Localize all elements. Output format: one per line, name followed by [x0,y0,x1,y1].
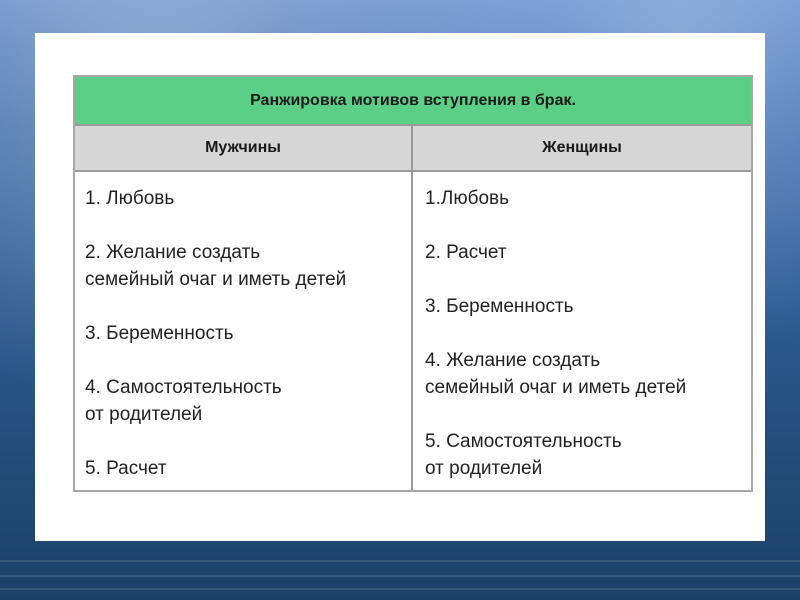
women-motives-list [413,172,751,490]
table-title: Ранжировка мотивов вступления в брак. [75,77,751,126]
list-item: 4. Желание создать семейный очаг и иметь детей [425,350,687,398]
list-item: 1.Любовь [425,188,510,209]
list-item: 3. Беременность [85,323,234,344]
sea-wave [0,560,800,562]
list-item: 3. Беременность [425,296,574,317]
list-item: 2. Желание создать семейный очаг и иметь детей [85,242,347,290]
sea-wave [0,575,800,577]
men-motives-list [75,172,413,490]
list-item: 5. Расчет [85,458,167,479]
motives-table [73,75,753,492]
column-header-women: Женщины [542,139,622,156]
sea-wave [0,588,800,590]
table-header-row [75,126,751,172]
column-header-men: Мужчины [75,126,413,170]
list-item: 4. Самостоятельность от родителей [85,377,282,425]
list-item: 5. Самостоятельность от родителей [425,431,622,479]
list-item: 1. Любовь [85,188,175,209]
slide-panel [35,33,765,541]
list-item: 2. Расчет [425,242,507,263]
table-body-row [75,172,751,490]
